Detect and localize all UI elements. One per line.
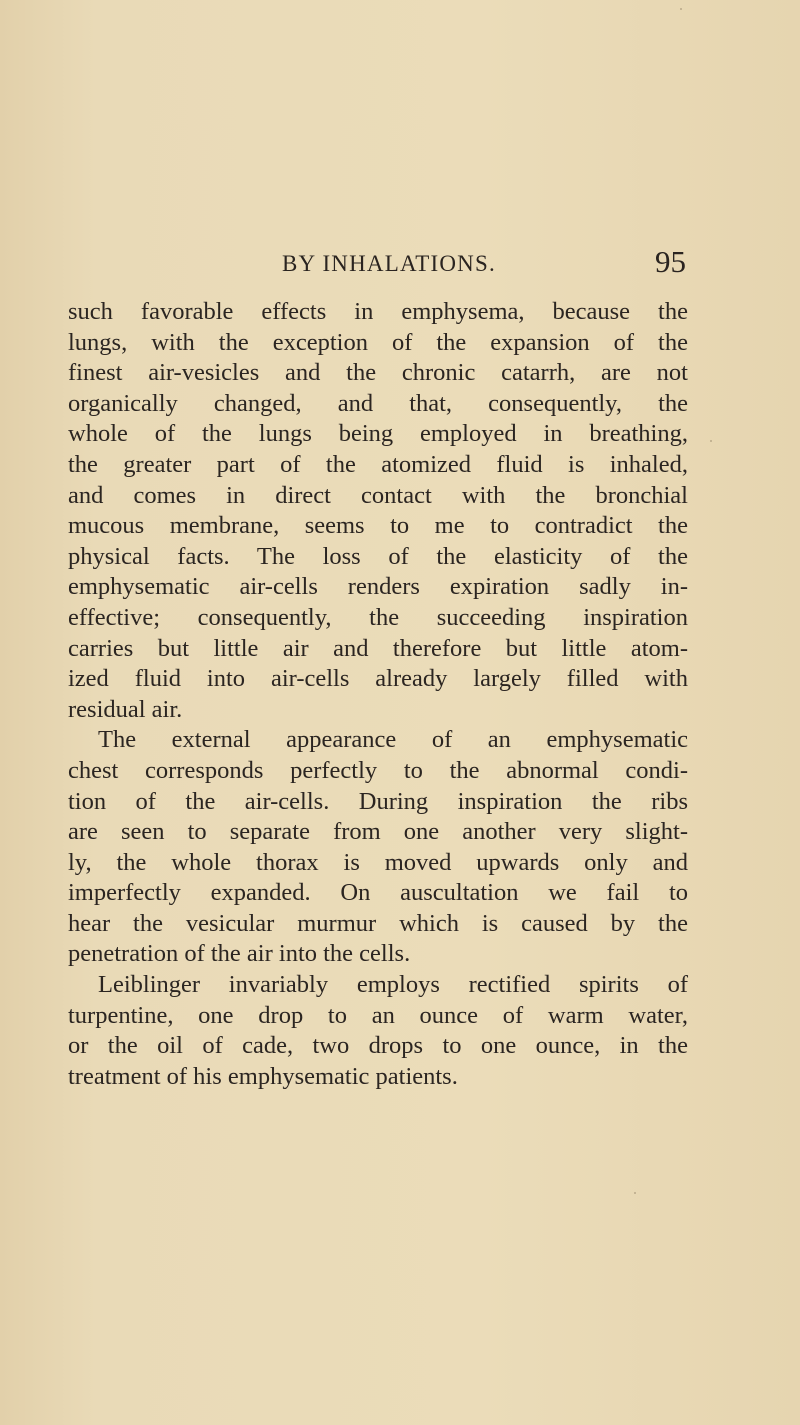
text-line: turpentine, one drop to an ounce of warm water, — [68, 1001, 688, 1029]
paragraph-1 — [68, 297, 688, 725]
running-head: BY INHALATIONS. — [282, 251, 496, 276]
text-line: are seen to separate from one another very slight- — [68, 818, 688, 846]
text-line: The external appearance of an emphysematic — [98, 726, 688, 754]
text-line: whole of the lungs being employed in breathing, — [68, 420, 688, 448]
paper-speck — [680, 8, 682, 10]
text-line: ized fluid into air-cells already largely filled with — [68, 665, 688, 693]
text-line: imperfectly expanded. On auscultation we fail to — [68, 879, 688, 907]
text-line: and comes in direct contact with the bronchial — [68, 481, 688, 509]
text-line: ly, the whole thorax is moved upwards only and — [68, 848, 688, 876]
text-line: physical facts. The loss of the elasticity of the — [68, 542, 688, 570]
page-header — [0, 246, 800, 282]
text-line: tion of the air-cells. During inspiration the ribs — [68, 787, 688, 815]
paragraph-3 — [68, 970, 688, 1092]
paragraph-2 — [68, 725, 688, 970]
body-text — [68, 297, 688, 1092]
page-number: 95 — [655, 244, 686, 279]
text-line: or the oil of cade, two drops to one ounce, in the — [68, 1032, 688, 1060]
text-line: the greater part of the atomized fluid is inhaled, — [68, 450, 688, 478]
text-line: hear the vesicular murmur which is caused by the — [68, 909, 688, 937]
text-line: residual air. — [68, 695, 183, 723]
text-line: mucous membrane, seems to me to contradict the — [68, 512, 688, 540]
text-line: penetration of the air into the cells. — [68, 940, 411, 968]
text-line: finest air-vesicles and the chronic catarrh, are not — [68, 359, 688, 387]
text-line: chest corresponds perfectly to the abnormal condi- — [68, 756, 688, 784]
text-line: treatment of his emphysematic patients. — [68, 1062, 458, 1090]
text-line: such favorable effects in emphysema, because the — [68, 298, 688, 325]
text-line: emphysematic air-cells renders expiration sadly in- — [68, 573, 688, 601]
text-line: organically changed, and that, consequently, the — [68, 389, 688, 417]
text-line: effective; consequently, the succeeding inspiration — [68, 603, 688, 631]
text-line: Leiblinger invariably employs rectified spirits of — [98, 971, 688, 999]
text-line: carries but little air and therefore but little atom- — [68, 634, 688, 662]
paper-speck — [710, 440, 712, 442]
text-line: lungs, with the exception of the expansion of the — [68, 328, 688, 356]
paper-speck — [634, 1192, 636, 1194]
